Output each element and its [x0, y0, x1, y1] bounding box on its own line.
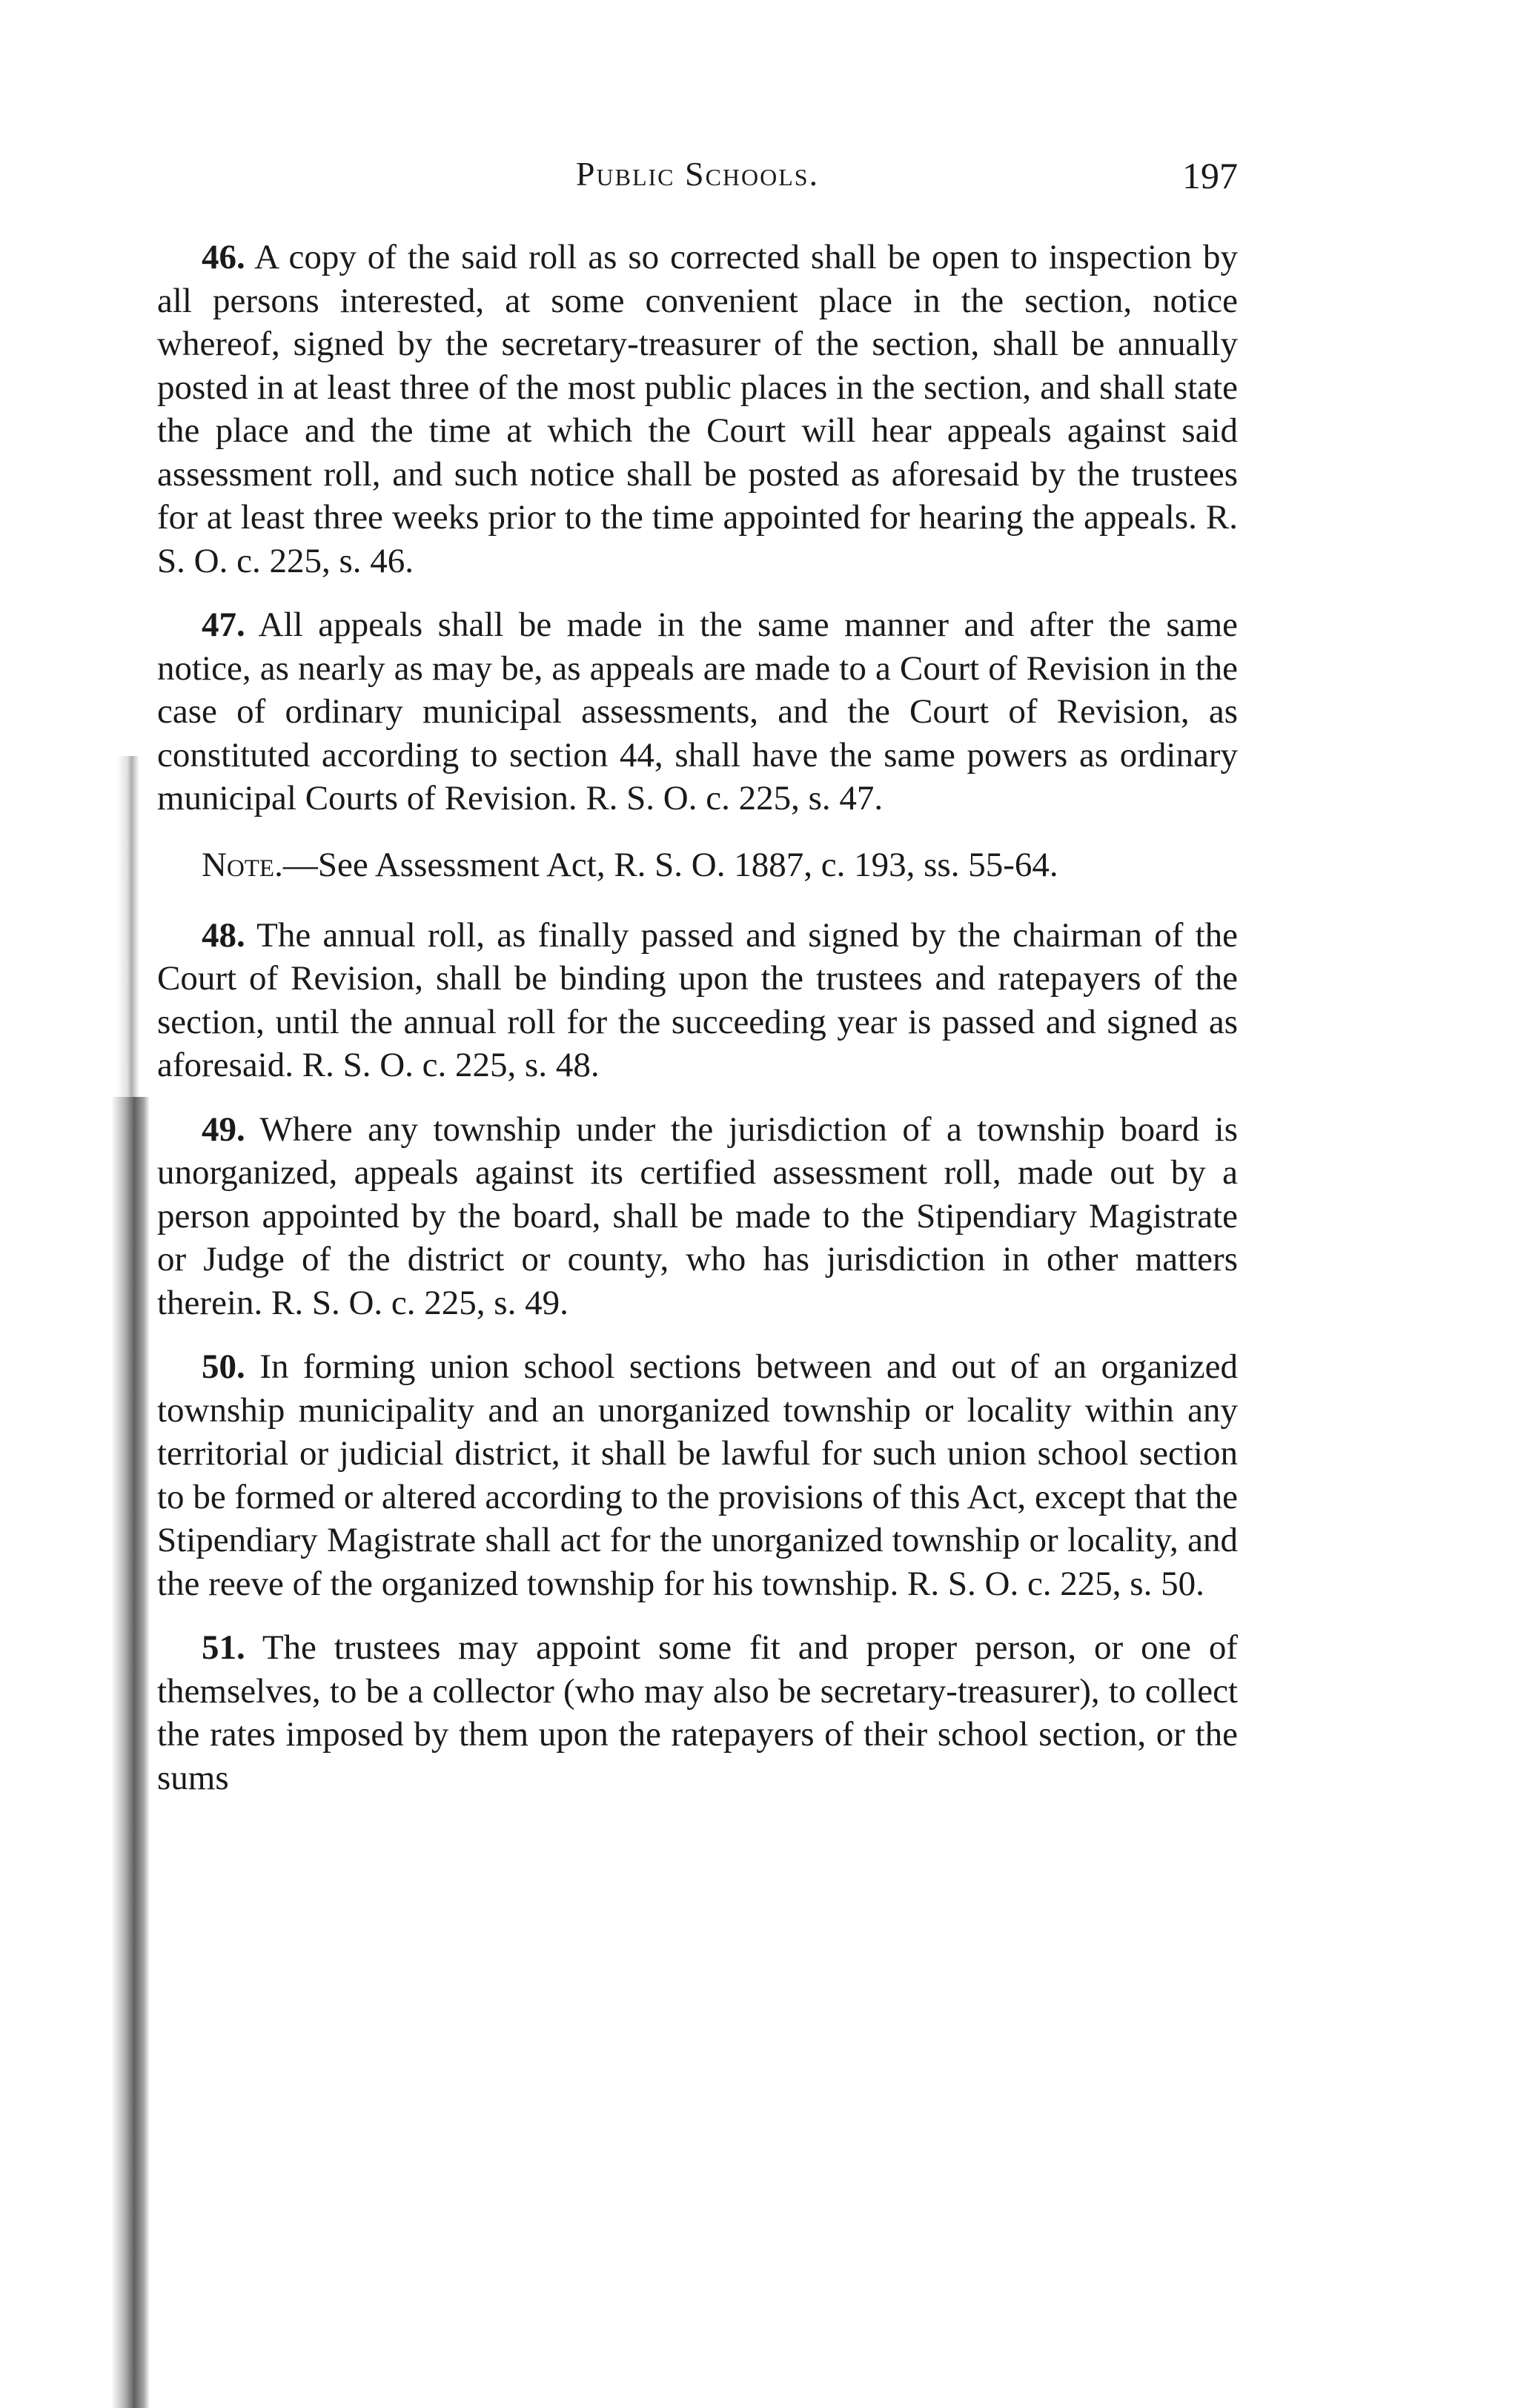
section-paragraph	[157, 1626, 1238, 1800]
section-text: Where any township under the jurisdiction of a township board is unorganized, appeals against its certified assessment roll, made out by a person appointed by the board, shall be made to the Stipendiary Magistrate or Judge of the district or county, who has jurisdiction in other matters therein. R. S. O. c. 225, s. 49.	[157, 1110, 1238, 1322]
section-51	[157, 1626, 1238, 1800]
section-text: All appeals shall be made in the same manner and after the same notice, as nearly as may be, as appeals are made to a Court of Revision in the case of ordinary municipal assessments, and the Court of Revision, as constituted according to section 44, shall have the same powers as ordinary municipal Courts of Revision. R. S. O. c. 225, s. 47.	[157, 606, 1238, 817]
section-paragraph	[157, 603, 1238, 820]
note-label: Note.	[202, 845, 283, 884]
section-text: The trustees may appoint some fit and proper person, or one of themselves, to be a collector (who may also be secretary-treasurer), to collect the rates imposed by them upon the ratepayers of their school section, or the sums	[157, 1628, 1238, 1797]
section-46	[157, 236, 1238, 583]
section-text: In forming union school sections between and out of an organized township municipality and an unorganized township or locality within any territorial or judicial district, it shall be lawful for such union school section to be formed or altered according to the provisions of this Act, except that the Stipendiary Magistrate shall act for the unorganized township or locality, and the reeve of the organized township for his township. R. S. O. c. 225, s. 50.	[157, 1347, 1239, 1603]
section-49	[157, 1108, 1238, 1325]
section-number: 47.	[202, 606, 245, 644]
page-header	[157, 148, 1238, 200]
binding-shadow	[111, 1097, 150, 2408]
note-text: —See Assessment Act, R. S. O. 1887, c. 193, ss. 55-64.	[282, 845, 1058, 884]
page-number: 197	[1182, 155, 1238, 196]
section-50	[157, 1345, 1238, 1605]
section-text: A copy of the said roll as so corrected shall be open to inspection by all persons interested, at some convenient place in the section, notice whereof, signed by the secretary-treasurer of the section, shall be annually posted in at least three of the most public places in the section, and shall state the place and the time at which the Court will hear appeals against said assessment roll, and such notice shall be posted as aforesaid by the trustees for at least three weeks prior to the time appointed for hearing the appeals. R. S. O. c. 225, s. 46.	[157, 238, 1238, 580]
section-paragraph	[157, 1345, 1238, 1605]
section-number: 51.	[202, 1628, 245, 1667]
note	[157, 841, 1238, 889]
page-body	[157, 236, 1238, 1820]
section-paragraph	[157, 914, 1238, 1087]
section-number: 46.	[202, 238, 245, 276]
section-paragraph	[157, 1108, 1238, 1325]
section-number: 49.	[202, 1110, 245, 1149]
section-47	[157, 603, 1238, 820]
running-title: Public Schools.	[575, 155, 820, 193]
section-number: 50.	[202, 1347, 245, 1386]
section-paragraph	[157, 236, 1238, 583]
section-number: 48.	[202, 915, 245, 955]
section-48	[157, 914, 1238, 1087]
binding-shadow	[117, 756, 139, 1097]
section-text: The annual roll, as finally passed and signed by the chairman of the Court of Revision, shall be binding upon the trustees and ratepayers of the section, until the annual roll for the succeeding year is passed and signed as aforesaid. R. S. O. c. 225, s. 48.	[157, 915, 1239, 1084]
